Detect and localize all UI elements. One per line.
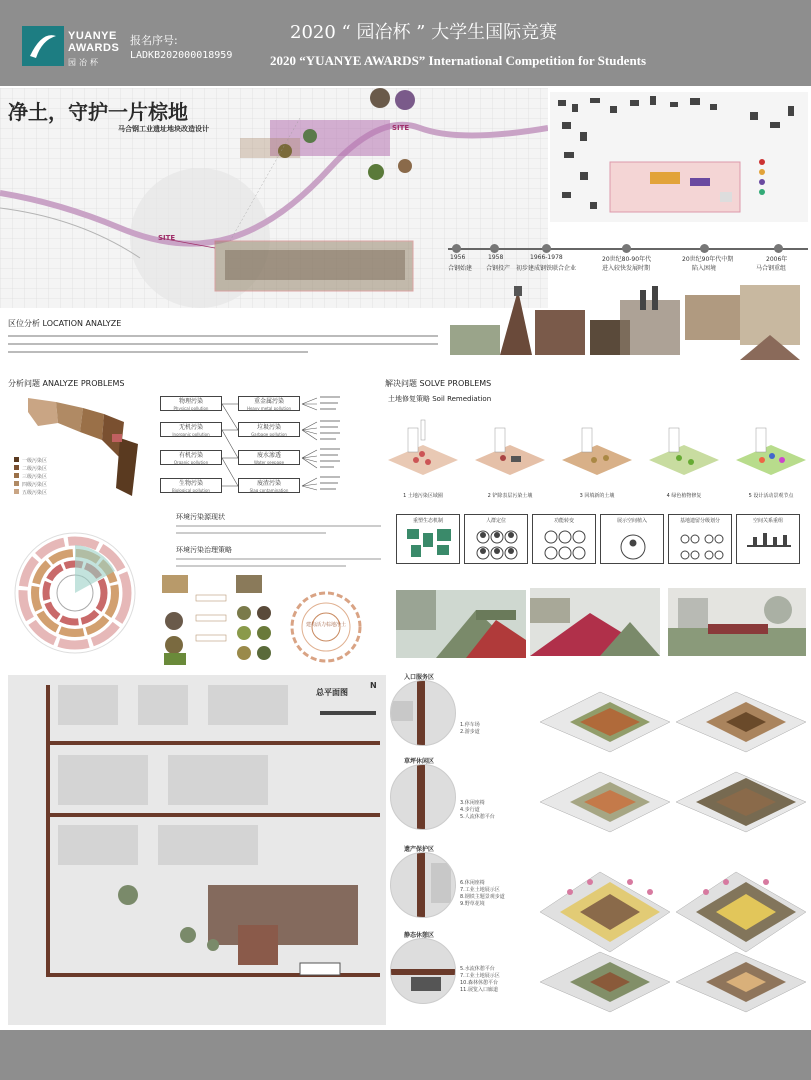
strategy-center-label: 建构活力棕地净土 <box>306 622 347 628</box>
zone-items: 5.水流休憩平台 7.工业土地展示区 10.森林休憩平台 11.展览入口廊道 <box>460 966 500 993</box>
timeline-desc: 合钢始建 <box>448 265 473 272</box>
zone-circle <box>390 938 456 1004</box>
legend-item: 四级污染区 <box>14 481 47 489</box>
competition-title-en: 2020 “YUANYE AWARDS” International Competition for Students <box>270 53 647 68</box>
location-description <box>8 332 438 366</box>
connector-lines <box>222 396 342 496</box>
timeline-year: 2006年 <box>766 256 788 263</box>
axonometric-graphic <box>540 672 810 1027</box>
yuanye-logo-icon <box>22 26 64 66</box>
icon-box: 基地遗留分级划分 <box>668 514 732 564</box>
rendering-3 <box>668 588 806 656</box>
site-label-top: SITE <box>392 124 410 132</box>
text-lines <box>8 332 438 362</box>
zone-title: 草坪休闲区 <box>404 758 435 765</box>
zone-items: 3.休闲座椅 4.步行道 5.人流休憩平台 <box>460 800 495 820</box>
legend-item: 二级污染区 <box>14 465 47 473</box>
timeline-year: 20世纪80-90年代 <box>602 256 652 263</box>
soil-steps <box>388 410 808 485</box>
legend-item: 五级污染区 <box>14 489 47 497</box>
zone-title: 遗产保护区 <box>404 846 435 853</box>
competition-title-cn: 2020 “ 园冶杯 ” 大学生国际竞赛 <box>290 22 558 43</box>
rendering-graphic <box>396 590 526 658</box>
industrial-heritage-collage <box>440 280 810 365</box>
analyze-problems-title: 分析问题 ANALYZE PROBLEMS <box>8 379 125 388</box>
text-lines <box>176 523 381 537</box>
location-analyze-title: 区位分析 LOCATION ANALYZE <box>8 319 122 328</box>
zone-circle <box>390 680 456 746</box>
zone-graphic <box>391 939 456 1004</box>
strategy-title: 环境污染治理策略 <box>176 546 232 554</box>
district-map <box>550 92 808 222</box>
registration-label: 报名序号: <box>130 34 178 47</box>
ring-diagram-graphic <box>10 525 150 665</box>
text-lines <box>176 556 381 570</box>
rendering-graphic <box>668 588 806 656</box>
source-title: 环境污染源现状 <box>176 513 225 521</box>
collage-graphic <box>440 280 810 365</box>
axonometric-diagrams <box>540 672 810 1027</box>
timeline-dot <box>700 244 709 253</box>
timeline-year: 1966-1978 <box>530 254 563 261</box>
strategy-ring <box>284 588 368 666</box>
timeline-year: 20世纪90年代中期 <box>682 256 734 263</box>
site-label: SITE <box>158 234 176 242</box>
icon-box: 人群定位 <box>464 514 528 564</box>
zone-graphic <box>391 765 456 830</box>
rendering-1 <box>396 590 526 658</box>
logo-cn: 园冶杯 <box>68 58 101 67</box>
master-plan <box>8 675 386 1025</box>
icon-box: 展示空间植入 <box>600 514 664 564</box>
problem-box: 物理污染 Physical pollution <box>160 396 222 411</box>
timeline-desc: 进入较快发展时期 <box>602 265 651 272</box>
soil-step-label: 5 设计活动景观节点 <box>748 493 794 499</box>
source-box: 垃圾污染 Garbage pollution <box>238 422 300 437</box>
problem-box: 无机污染 Inorganic pollution <box>160 422 222 437</box>
master-plan-graphic <box>8 675 386 1025</box>
legend-item: 三级污染区 <box>14 473 47 481</box>
rendering-2 <box>530 588 660 656</box>
connector-graphic <box>222 396 342 496</box>
timeline-year: 1956 <box>450 254 466 261</box>
timeline-dot <box>542 244 551 253</box>
zone-items: 6.休闲座椅 7.工业土地展示区 8.钢铁主题景观步道 9.野草花境 <box>460 880 505 907</box>
logo-wordmark: YUANYE AWARDS <box>68 30 120 54</box>
soil-step-label: 4 绿色植物修复 <box>666 493 702 499</box>
soil-step-label: 2 铲除表层污染土壤 <box>487 493 533 499</box>
north-arrow-icon: N <box>370 681 377 690</box>
zone-circle <box>390 764 456 830</box>
project-subtitle: 马合钢工业遗址地块改造设计 <box>118 125 209 133</box>
pollution-legend <box>14 457 47 497</box>
timeline-dot <box>452 244 461 253</box>
photo-grid <box>160 575 280 665</box>
ring-diagram <box>10 525 150 665</box>
solve-problems-title: 解决问题 SOLVE PROBLEMS <box>385 379 492 388</box>
history-timeline <box>438 240 810 280</box>
district-map-graphic <box>550 92 808 222</box>
icon-box: 重塑生态机制 <box>396 514 460 564</box>
master-plan-title: 总平面图 <box>316 688 348 697</box>
soil-step-label: 1 土地污染区域圈 <box>403 493 443 499</box>
icon-box: 功能转变 <box>532 514 596 564</box>
problem-box: 有机污染 Organic pollution <box>160 450 222 465</box>
project-title: 净土，守护一片棕地 <box>8 100 188 124</box>
zone-graphic <box>391 853 456 918</box>
zone-circle <box>390 852 456 918</box>
zone-title: 入口服务区 <box>404 674 435 681</box>
zone-title: 静态休憩区 <box>404 932 435 939</box>
source-box: 重金属污染 Heavy metal pollution <box>238 396 300 411</box>
source-text <box>176 522 381 541</box>
soil-remediation-title: 土地修复策略 Soil Remediation <box>388 395 492 403</box>
rendering-graphic <box>530 588 660 656</box>
timeline-year: 1958 <box>488 254 504 261</box>
zone-items: 1.停车场 2.游步道 <box>460 722 480 735</box>
soil-step-label: 3 回填新的土壤 <box>579 493 615 499</box>
timeline-desc: 初步建成钢铁联合企业 <box>516 265 577 272</box>
legend-item: 一级污染区 <box>14 457 47 465</box>
problem-box: 生物污染 Biological pollution <box>160 478 222 493</box>
icon-box: 空间关系重组 <box>736 514 800 564</box>
timeline-desc: 合钢投产 <box>486 265 511 272</box>
strategy-text <box>176 555 381 574</box>
timeline-dot <box>774 244 783 253</box>
timeline-desc: 陷入困境 <box>692 265 717 272</box>
registration-number: LADKB202000018959 <box>130 50 233 61</box>
photo-grid-graphic <box>160 575 280 665</box>
soil-steps-graphic <box>388 410 808 485</box>
source-box: 废渣污染 Slag contamination <box>238 478 300 493</box>
footer-band <box>0 1030 811 1080</box>
source-box: 废水渗透 Water seepage <box>238 450 300 465</box>
header-band <box>0 0 811 86</box>
timeline-dot <box>490 244 499 253</box>
timeline-dot <box>622 244 631 253</box>
timeline-desc: 马合钢重组 <box>756 265 787 272</box>
zone-graphic <box>391 681 456 746</box>
